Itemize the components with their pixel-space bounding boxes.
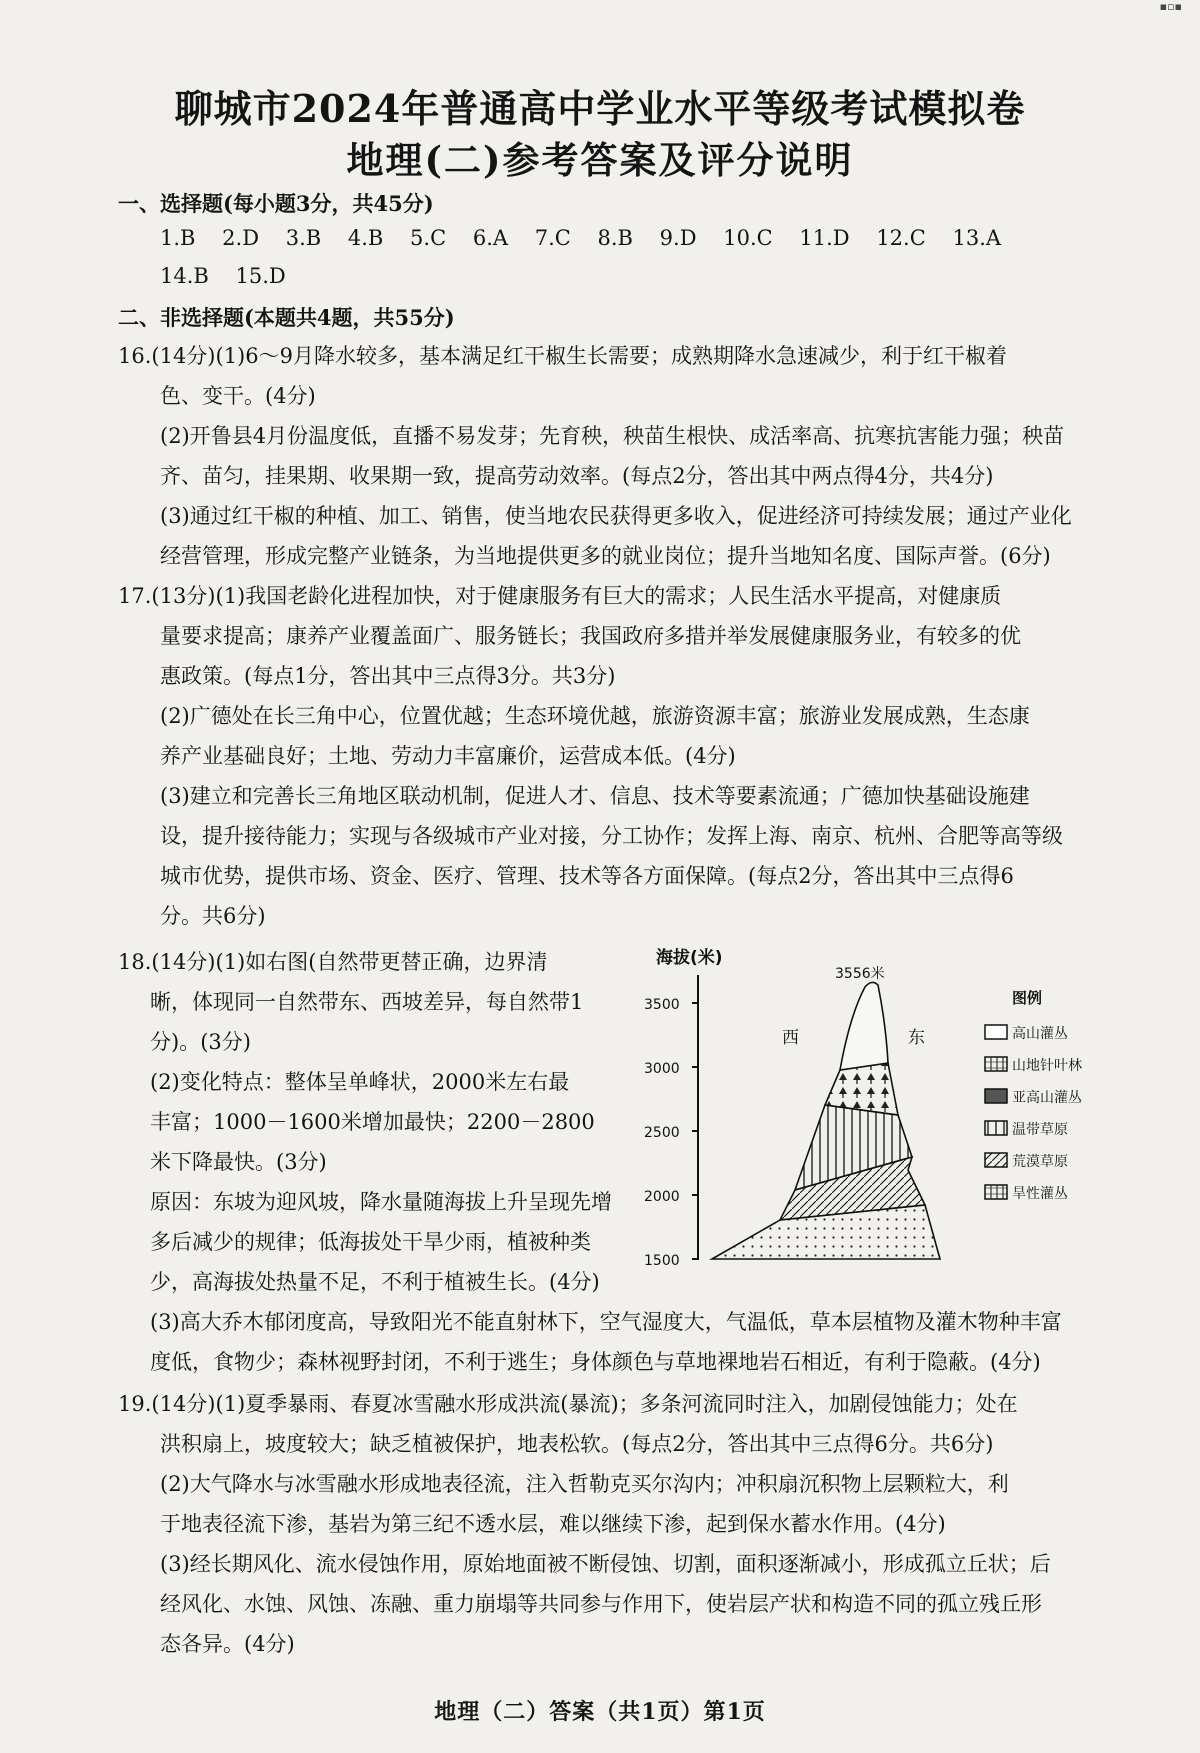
q17-line: 城市优势，提供市场、资金、医疗、管理、技术等各方面保障。(每点2分，答出其中三点得6 [160,864,1014,888]
mc-answer: 13.A [952,226,1002,250]
q17-line: (2)广德处在长三角中心，位置优越；生态环境优越，旅游资源丰富；旅游业发展成熟，生态康 [160,704,1030,728]
mc-answer: 3.B [285,226,322,250]
legend-swatch-subalpine-shrub [985,1089,1007,1103]
zone-mountain-coniferous-forest [825,1063,898,1115]
q17-line: 17.(13分)(1)我国老龄化进程加快，对于健康服务有巨大的需求；人民生活水平提高，对健康质 [118,584,1002,608]
q18-line: 原因：东坡为迎风坡，降水量随海拔上升呈现先增 [150,1190,612,1214]
y-tick-label: 2500 [644,1125,680,1141]
y-tick-label: 2000 [644,1189,680,1205]
q16-line: (2)开鲁县4月份温度低，直播不易发芽；先育秧，秧苗生根快、成活率高、抗寒抗害能力强；秧苗 [160,424,1065,448]
page-subtitle: 地理(二)参考答案及评分说明 [346,138,854,182]
q19-line: (2)大气降水与冰雪融水形成地表径流，注入哲勒克买尔沟内；冲积扇沉积物上层颗粒大，利 [160,1472,1009,1496]
q17-line: 惠政策。(每点1分，答出其中三点得3分。共3分) [160,664,616,688]
y-tick-label: 3500 [644,997,680,1013]
legend-swatch-xeric-shrub [985,1185,1007,1199]
q16-line: (3)通过红干椒的种植、加工、销售，使当地农民获得更多收入，促进经济可持续发展；通过产业化 [160,504,1072,528]
q19-line: 于地表径流下渗，基岩为第三纪不透水层，难以继续下渗，起到保水蓄水作用。(4分) [160,1512,946,1536]
mc-answer: 14.B [160,264,209,288]
q19-line: 经风化、水蚀、风蚀、冻融、重力崩塌等共同参与作用下，使岩层产状和构造不同的孤立残丘形 [160,1592,1042,1616]
page-title: 聊城市2024年普通高中学业水平等级考试模拟卷 [174,86,1026,131]
mc-answer: 7.C [534,226,571,250]
q18-line: (3)高大乔木郁闭度高，导致阳光不能直射林下，空气湿度大，气温低，草本层植物及灌木物种丰富 [150,1310,1062,1334]
page-footer: 地理（二）答案（共1页）第1页 [434,1699,766,1725]
vegetation-zone-diagram [640,945,1110,1275]
mc-answers-row1 [160,226,1021,250]
q19-line: 态各异。(4分) [160,1632,295,1656]
mc-answer: 9.D [659,226,697,250]
y-tick-label: 3000 [644,1061,680,1077]
q18-line: (2)变化特点：整体呈单峰状，2000米左右最 [150,1070,570,1094]
q16-line: 齐、苗匀，挂果期、收果期一致，提高劳动效率。(每点2分，答出其中两点得4分，共4分) [160,464,994,488]
mc-answer: 4.B [347,226,384,250]
west-slope-label: 西 [782,1028,799,1048]
q17-line: (3)建立和完善长三角地区联动机制，促进人才、信息、技术等要素流通；广德加快基础设施建 [160,784,1030,808]
q19-line: 19.(14分)(1)夏季暴雨、春夏冰雪融水形成洪流(暴流)；多条河流同时注入，加剧侵蚀能力；处在 [118,1392,1018,1416]
legend-label: 亚高山灌丛 [1012,1090,1082,1106]
q16-line: 16.(14分)(1)6～9月降水较多，基本满足红干椒生长需要；成熟期降水急速减少，利于红干椒着 [118,344,1007,368]
mc-answer: 1.B [160,226,196,250]
q17-line: 量要求提高；康养产业覆盖面广、服务链长；我国政府多措并举发展健康服务业，有较多的优 [160,624,1021,648]
q17-line: 设，提升接待能力；实现与各级城市产业对接，分工协作；发挥上海、南京、杭州、合肥等高等级 [160,824,1063,848]
mc-answer: 2.D [222,226,260,250]
mc-answers-row2 [160,264,306,288]
legend-label: 荒漠草原 [1012,1154,1068,1170]
legend-swatch-alpine-shrub [985,1025,1007,1039]
peak-label: 3556米 [835,966,885,982]
q17-line: 分。共6分) [160,904,266,928]
y-axis-label: 海拔(米) [656,948,723,968]
q19-line: 洪积扇上，坡度较大；缺乏植被保护，地表松软。(每点2分，答出其中三点得6分。共6分) [160,1432,994,1456]
q16-line: 经营管理，形成完整产业链条，为当地提供更多的就业岗位；提升当地知名度、国际声誉。(6分) [160,544,1051,568]
zone-alpine-shrub [840,982,888,1070]
q18-line: 丰富；1000－1600米增加最快；2200－2800 [150,1110,595,1134]
legend-label: 温带草原 [1012,1122,1068,1138]
legend-label: 高山灌丛 [1012,1026,1068,1042]
legend-label: 旱性灌丛 [1012,1186,1068,1202]
q18-line: 晰，体现同一自然带东、西坡差异，每自然带1 [150,990,584,1014]
q18-line: 度低，食物少；森林视野封闭，不利于逃生；身体颜色与草地裸地岩石相近，有利于隐蔽。(4分) [150,1350,1041,1374]
q18-line: 米下降最快。(3分) [150,1150,327,1174]
mc-answer: 8.B [597,226,633,250]
q17-line: 养产业基础良好；土地、劳动力丰富廉价，运营成本低。(4分) [160,744,736,768]
mc-answer: 10.C [723,226,773,250]
q18-line: 多后减少的规律；低海拔处干旱少雨，植被种类 [150,1230,591,1254]
section1-heading: 一、选择题(每小题3分，共45分) [118,191,434,216]
section2-heading: 二、非选择题(本题共4题，共55分) [118,305,455,330]
mc-answer: 5.C [410,226,447,250]
mc-answer: 6.A [472,226,509,250]
east-slope-label: 东 [908,1028,925,1048]
q18-line: 18.(14分)(1)如右图(自然带更替正确，边界清 [118,950,548,974]
q16-line: 色、变干。(4分) [160,384,316,408]
legend-swatch-coniferous-forest [985,1057,1007,1071]
corner-watermark: ▪▫▪ [1159,0,1182,13]
legend-title: 图例 [1012,989,1043,1007]
legend-label: 山地针叶林 [1012,1058,1082,1074]
legend-swatch-desert-steppe [985,1153,1007,1167]
q18-line: 分)。(3分) [150,1030,251,1054]
q19-line: (3)经长期风化、流水侵蚀作用，原始地面被不断侵蚀、切割，面积逐渐减小，形成孤立丘状；后 [160,1552,1051,1576]
mc-answer: 15.D [235,264,286,288]
mc-answer: 11.D [799,226,850,250]
y-tick-label: 1500 [644,1253,680,1269]
mc-answer: 12.C [876,226,926,250]
q18-line: 少，高海拔处热量不足，不利于植被生长。(4分) [150,1270,600,1294]
legend-swatch-temperate-steppe [985,1121,1007,1135]
